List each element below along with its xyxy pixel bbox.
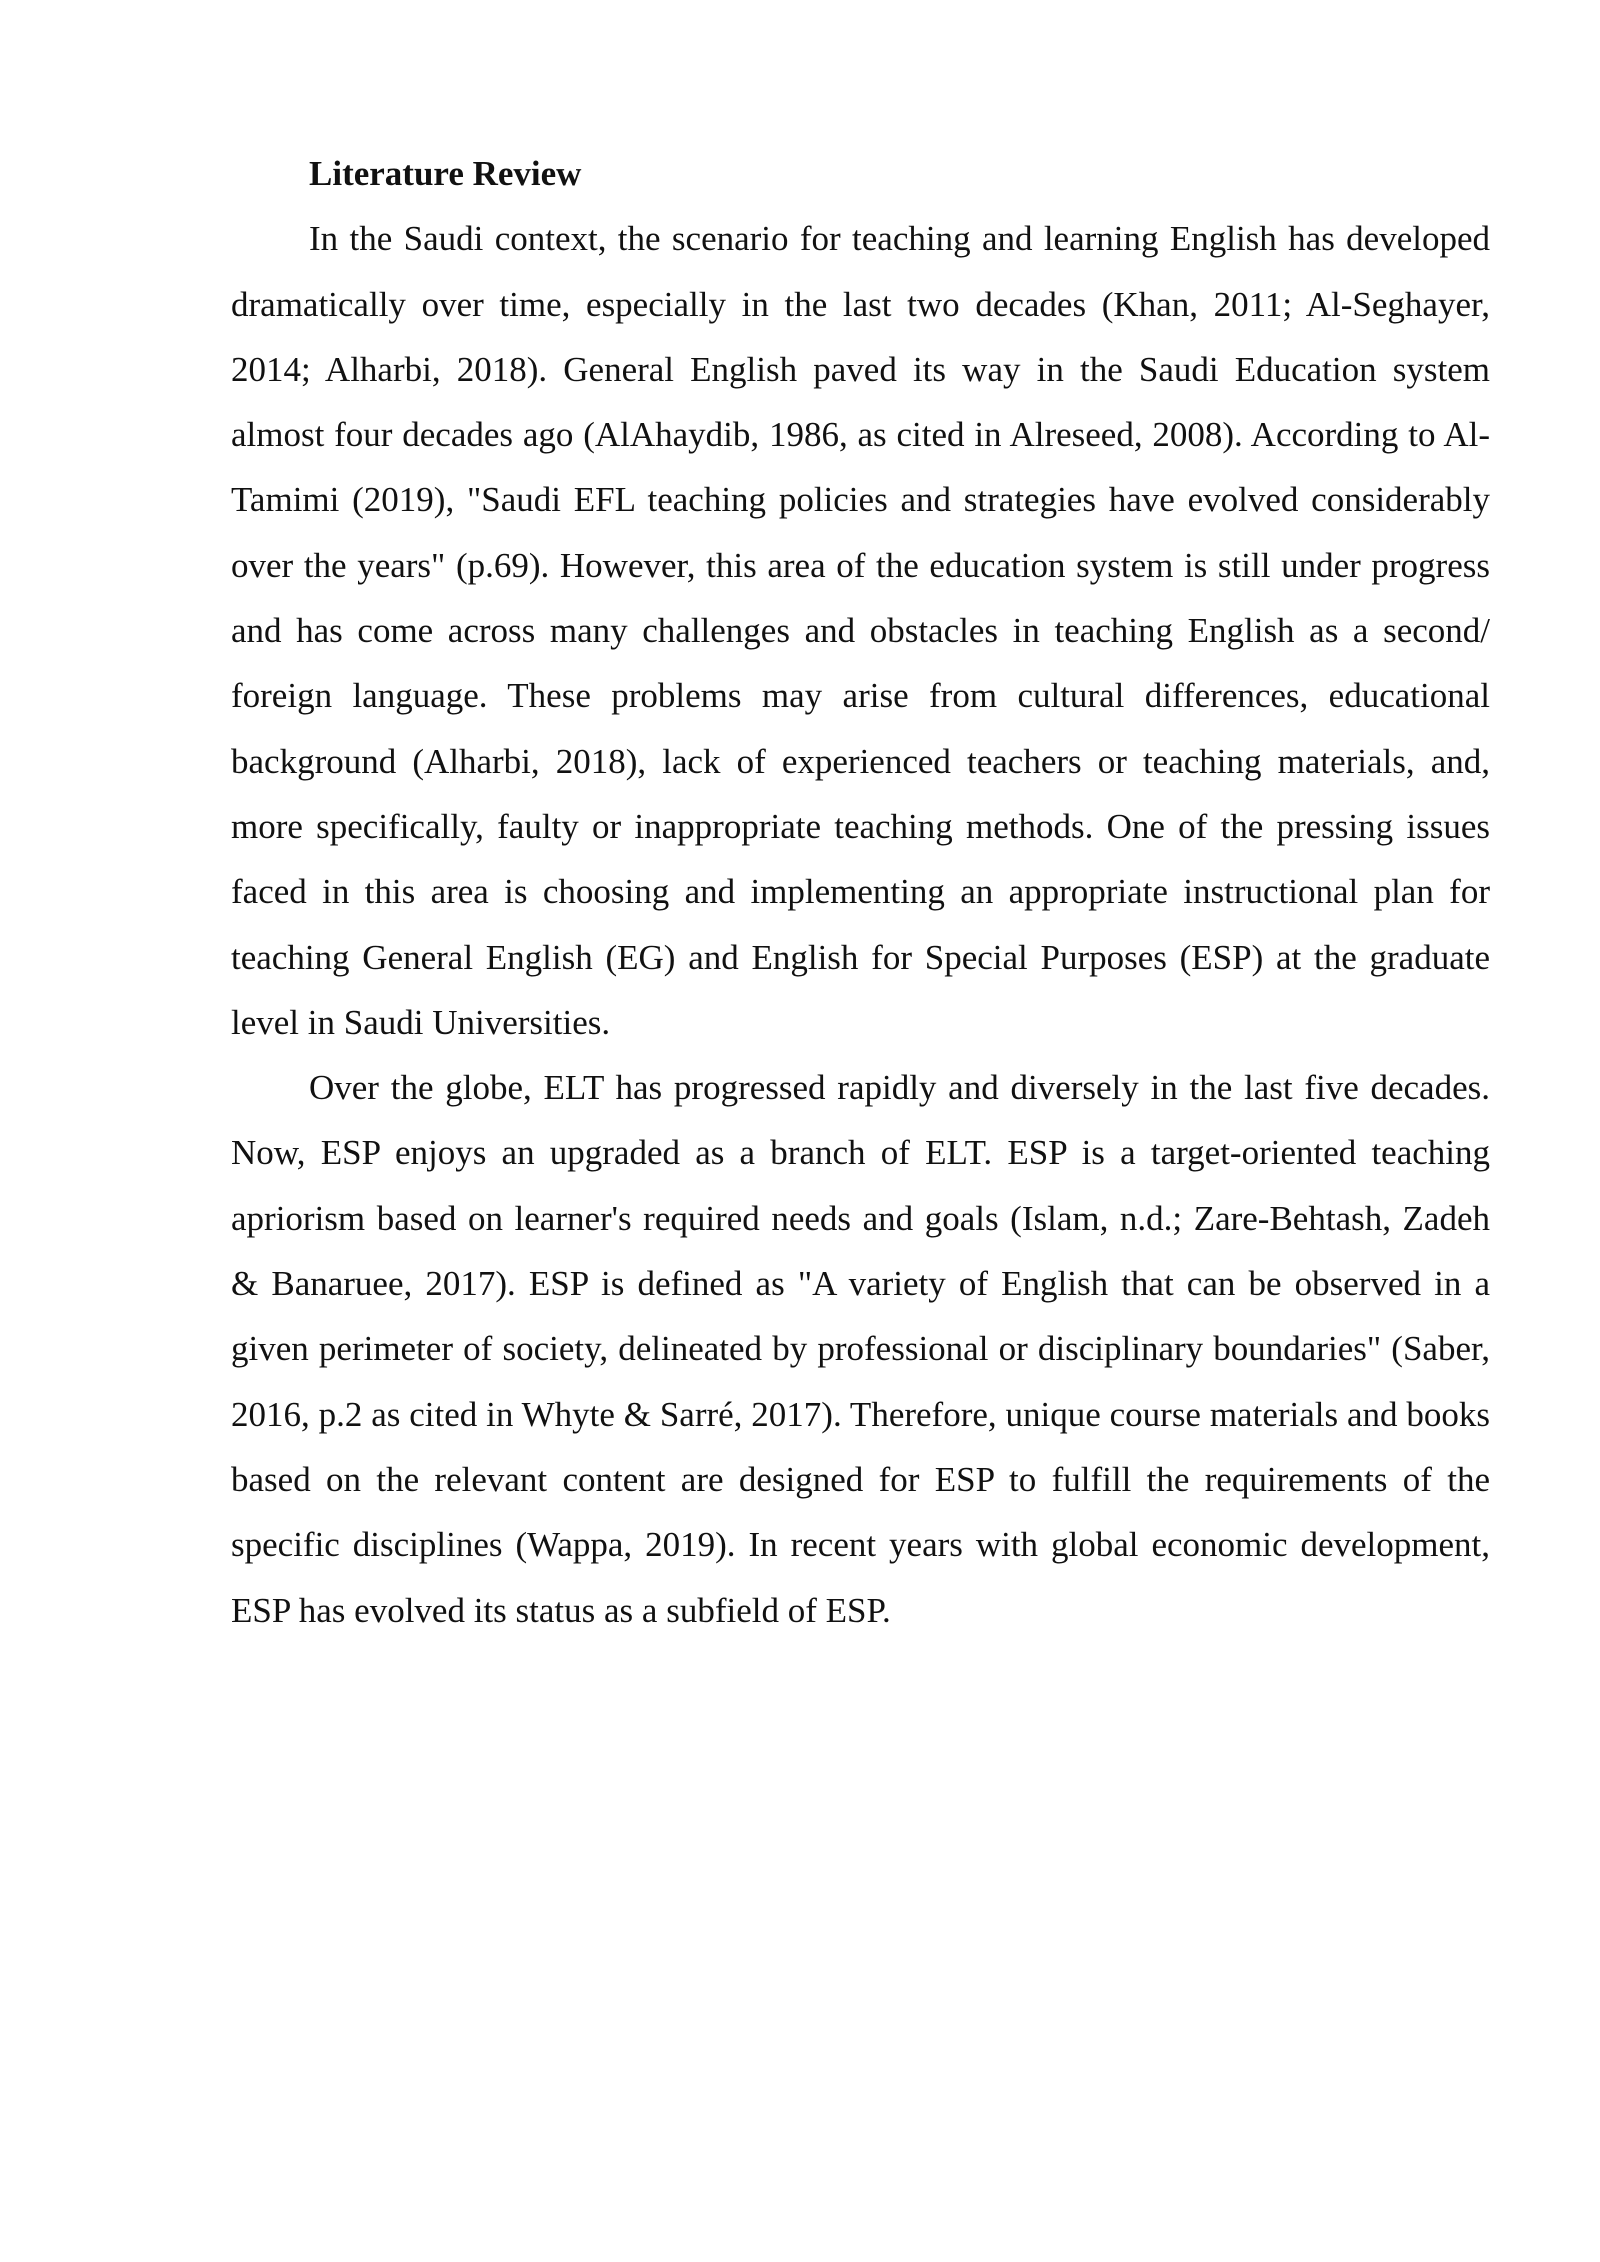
paragraph-saudi-context: In the Saudi context, the scenario for teaching and learning English has developed dramatically over time, especially in the last two decades (Khan, 2011; Al-Seghayer, 2014; Alharbi, 2018). General English paved its way in the Saudi Education system almost four decades ago (AlAhaydib, 1986, as cited in Alreseed, 2008). According to Al-Tamimi (2019), "Saudi EFL teaching policies and strategies have evolved considerably over the years" (p.69). However, this area of the education system is still under progress and has come across many challenges and obstacles in teaching English as a second/ foreign language. These problems may arise from cultural differences, educational background (Alharbi, 2018), lack of experienced teachers or teaching materials, and, more specifically, faulty or inappropriate teaching methods. One of the pressing issues faced in this area is choosing and implementing an appropriate instructional plan for teaching General English (EG) and English for Special Purposes (ESP) at the graduate level in Saudi Universities.: [231, 219, 1490, 1042]
section-heading: Literature Review: [309, 154, 582, 193]
document-body: [231, 141, 1490, 1643]
paragraph-esp-overview: Over the globe, ELT has progressed rapidly and diversely in the last five decades. Now, ESP enjoys an upgraded as a branch of ELT. ESP is a target-oriented teaching apriorism based on learner's required needs and goals (Islam, n.d.; Zare-Behtash, Zadeh & Banaruee, 2017). ESP is defined as "A variety of English that can be observed in a given perimeter of society, delineated by professional or disciplinary boundaries" (Saber, 2016, p.2 as cited in Whyte & Sarré, 2017). Therefore, unique course materials and books based on the relevant content are designed for ESP to fulfill the requirements of the specific disciplines (Wappa, 2019). In recent years with global economic development, ESP has evolved its status as a subfield of ESP.: [231, 1068, 1490, 1630]
